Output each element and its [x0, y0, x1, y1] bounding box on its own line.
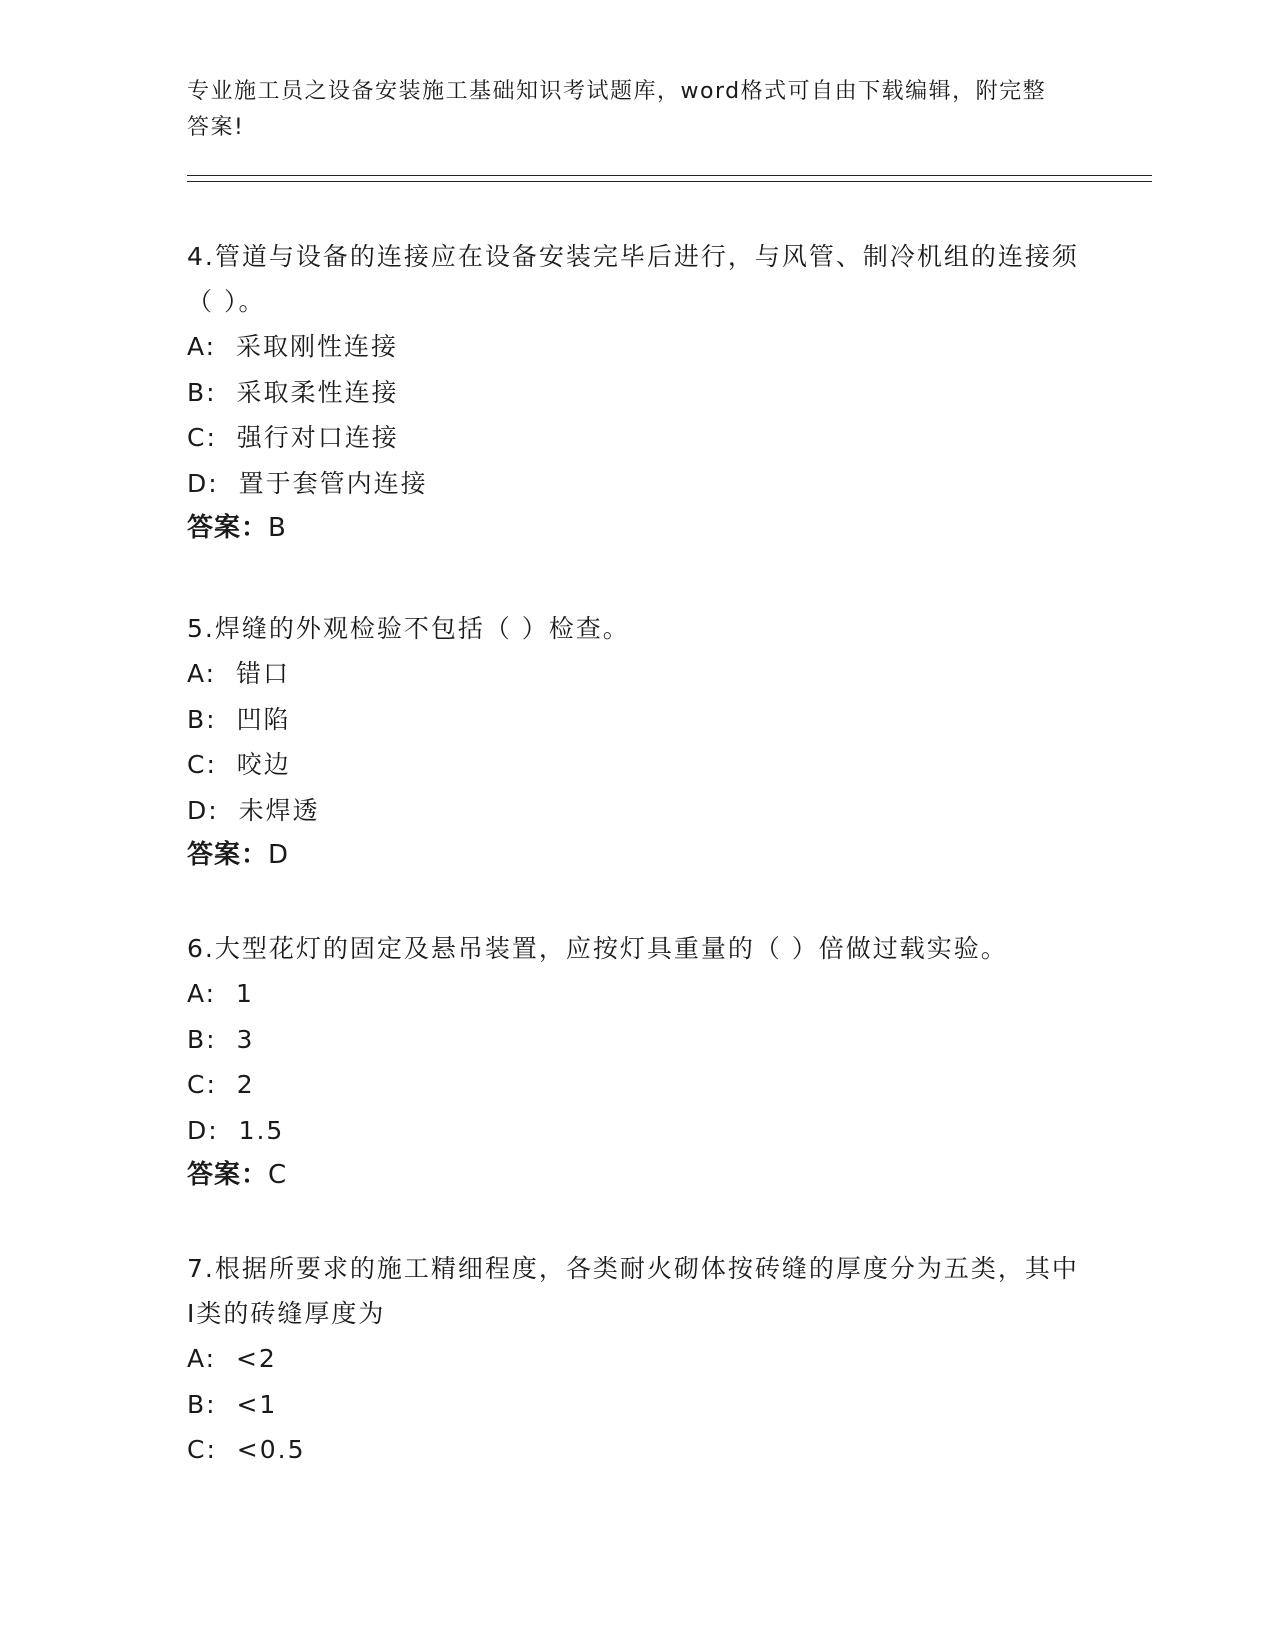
option-a: A: 错口	[187, 659, 290, 688]
answer-value: B	[268, 513, 287, 543]
option-a: A: 1	[187, 979, 254, 1008]
option-c: C: 2	[187, 1070, 255, 1099]
option-d: D: 1.5	[187, 1115, 285, 1145]
option-b: B: <1	[187, 1389, 278, 1419]
answer-value: D	[268, 840, 290, 870]
option-a: A: <2	[187, 1344, 277, 1373]
option-a: A: 采取刚性连接	[187, 332, 398, 361]
document-header: 专业施工员之设备安装施工基础知识考试题库，word格式可自由下载编辑，附完整答案!	[187, 79, 1047, 140]
answer-label: 答案：	[187, 1160, 269, 1190]
option-b: B: 采取柔性连接	[187, 377, 399, 407]
question-stem: 7.根据所要求的施工精细程度，各类耐火砌体按砖缝的厚度分为五类，其中Ⅰ类的砖缝厚度为	[187, 1254, 1079, 1328]
question-stem: 4.管道与设备的连接应在设备安装完毕后进行，与风管、制冷机组的连接须（ ）。	[187, 242, 1079, 316]
option-c: C: <0.5	[187, 1435, 306, 1464]
option-d: D: 未焊透	[187, 795, 320, 825]
answer-label: 答案：	[187, 840, 269, 870]
answer-line	[187, 833, 1087, 878]
header-divider-top	[187, 175, 1152, 176]
question-6	[187, 926, 1087, 1198]
question-4	[187, 234, 1087, 551]
option-c: C: 强行对口连接	[187, 423, 399, 452]
question-7	[187, 1246, 1087, 1473]
answer-line	[187, 1153, 1087, 1198]
option-b: B: 凹陷	[187, 704, 291, 734]
option-d: D: 置于套管内连接	[187, 468, 428, 498]
answer-label: 答案：	[187, 513, 269, 543]
answer-line	[187, 506, 1087, 551]
option-c: C: 咬边	[187, 750, 291, 779]
header-divider-bottom	[187, 181, 1152, 182]
option-b: B: 3	[187, 1024, 255, 1054]
answer-value: C	[268, 1160, 288, 1190]
question-stem: 5.焊缝的外观检验不包括（ ）检查。	[187, 614, 630, 643]
question-5	[187, 606, 1087, 878]
question-stem: 6.大型花灯的固定及悬吊装置，应按灯具重量的（ ）倍做过载实验。	[187, 934, 1008, 963]
